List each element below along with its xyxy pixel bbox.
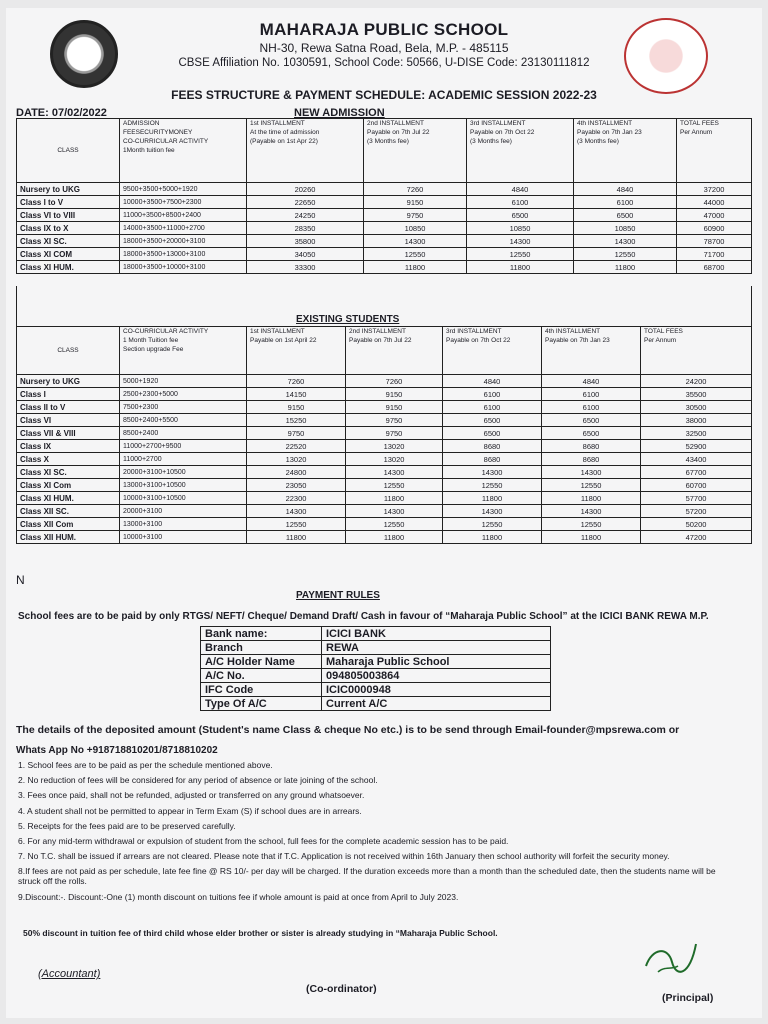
bank-field-label: Type Of A/C xyxy=(201,697,322,711)
components-cell: 13000+3100 xyxy=(120,518,247,531)
table-row xyxy=(17,209,752,222)
installment-4-cell: 6500 xyxy=(542,427,641,440)
rule-item: 7. No T.C. shall be issued if arrears are not cleared. Please note that if T.C. Application is not received within 16th January then school authority will forfeit the security money. xyxy=(18,851,670,862)
installment-2-cell: 9150 xyxy=(346,388,443,401)
third-child-discount: 50% discount in tuition fee of third child whose elder brother or sister is already studying in “Maharaja Public School. xyxy=(23,928,498,938)
installment-2-cell: 11800 xyxy=(346,492,443,505)
bank-field-value: ICICI BANK xyxy=(322,627,551,641)
installment-3-cell: 14300 xyxy=(443,466,542,479)
installment-1-cell: 33300 xyxy=(247,261,364,274)
installment-1-cell: 9750 xyxy=(247,427,346,440)
total-fees-cell: 32500 xyxy=(641,427,752,440)
installment-1-cell: 23050 xyxy=(247,479,346,492)
installment-4-cell: 6100 xyxy=(574,196,677,209)
class-cell: Class XI HUM. xyxy=(17,492,120,505)
total-fees-cell: 71700 xyxy=(677,248,752,261)
class-cell: Class XII HUM. xyxy=(17,531,120,544)
existing-students-table xyxy=(16,326,752,544)
installment-4-cell: 8680 xyxy=(542,453,641,466)
components-cell: 18000+3500+20000+3100 xyxy=(120,235,247,248)
total-fees-cell: 50200 xyxy=(641,518,752,531)
components-cell: 11000+2700+9500 xyxy=(120,440,247,453)
col-inst2: 2nd INSTALLMENT Payable on 7th Jul 22 (3 Months fee) xyxy=(364,119,467,183)
whatsapp-line: Whats App No +918718810201/8718810202 xyxy=(16,745,218,756)
components-cell: 10000+3100 xyxy=(120,531,247,544)
installment-2-cell: 13020 xyxy=(346,440,443,453)
existing-students-heading: EXISTING STUDENTS xyxy=(296,314,400,325)
class-cell: Class XI Com xyxy=(17,479,120,492)
installment-3-cell: 6100 xyxy=(443,388,542,401)
table-row xyxy=(17,222,752,235)
rule-item: 5. Receipts for the fees paid are to be preserved carefully. xyxy=(18,820,236,831)
installment-3-cell: 11800 xyxy=(443,531,542,544)
bank-details-table xyxy=(200,626,551,711)
components-cell: 20000+3100+10500 xyxy=(120,466,247,479)
installment-3-cell: 6100 xyxy=(443,401,542,414)
bank-row xyxy=(201,627,551,641)
components-cell: 2500+2300+5000 xyxy=(120,388,247,401)
table-row xyxy=(17,183,752,196)
table-row xyxy=(17,479,752,492)
accountant-signature: (Accountant) xyxy=(38,968,101,980)
total-fees-cell: 44000 xyxy=(677,196,752,209)
class-cell: Class XI SC. xyxy=(17,235,120,248)
col-inst4: 4th INSTALLMENT Payable on 7th Jan 23 xyxy=(542,327,641,375)
col-class: CLASS xyxy=(17,119,120,183)
installment-1-cell: 35800 xyxy=(247,235,364,248)
document-title: FEES STRUCTURE & PAYMENT SCHEDULE: ACADEMIC SESSION 2022-23 xyxy=(171,88,597,102)
installment-4-cell: 11800 xyxy=(542,492,641,505)
installment-4-cell: 14300 xyxy=(574,235,677,248)
installment-2-cell: 10850 xyxy=(364,222,467,235)
total-fees-cell: 67700 xyxy=(641,466,752,479)
components-cell: 18000+3500+10000+3100 xyxy=(120,261,247,274)
table-row xyxy=(17,401,752,414)
table-row xyxy=(17,440,752,453)
installment-4-cell: 10850 xyxy=(574,222,677,235)
class-cell: Class VI xyxy=(17,414,120,427)
class-cell: Class XI SC. xyxy=(17,466,120,479)
installment-3-cell: 12550 xyxy=(467,248,574,261)
col-inst3: 3rd INSTALLMENT Payable on 7th Oct 22 xyxy=(443,327,542,375)
class-cell: Class I to V xyxy=(17,196,120,209)
installment-4-cell: 11800 xyxy=(542,531,641,544)
bank-field-value: Maharaja Public School xyxy=(322,655,551,669)
installment-2-cell: 11800 xyxy=(364,261,467,274)
installment-1-cell: 9150 xyxy=(247,401,346,414)
bank-field-label: Bank name: xyxy=(201,627,322,641)
installment-4-cell: 6100 xyxy=(542,388,641,401)
rule-item: 4. A student shall not be permitted to appear in Term Exam (S) if school dues are in arrears. xyxy=(18,805,362,816)
installment-1-cell: 22650 xyxy=(247,196,364,209)
total-fees-cell: 30500 xyxy=(641,401,752,414)
installment-3-cell: 14300 xyxy=(443,505,542,518)
installment-3-cell: 6100 xyxy=(467,196,574,209)
rule-item: 1. School fees are to be paid as per the schedule mentioned above. xyxy=(18,760,273,770)
bank-field-label: IFC Code xyxy=(201,683,322,697)
total-fees-cell: 47200 xyxy=(641,531,752,544)
installment-4-cell: 4840 xyxy=(542,375,641,388)
class-cell: Class IX xyxy=(17,440,120,453)
installment-1-cell: 13020 xyxy=(247,453,346,466)
class-cell: Nursery to UKG xyxy=(17,183,120,196)
components-cell: 14000+3500+11000+2700 xyxy=(120,222,247,235)
total-fees-cell: 57200 xyxy=(641,505,752,518)
document-date: DATE: 07/02/2022 xyxy=(16,107,107,119)
col-total: TOTAL FEES Per Annum xyxy=(641,327,752,375)
col-inst3: 3rd INSTALLMENT Payable on 7th Oct 22 (3 Months fee) xyxy=(467,119,574,183)
total-fees-cell: 52900 xyxy=(641,440,752,453)
installment-2-cell: 7260 xyxy=(364,183,467,196)
installment-1-cell: 14150 xyxy=(247,388,346,401)
installment-1-cell: 12550 xyxy=(247,518,346,531)
installment-4-cell: 6100 xyxy=(542,401,641,414)
school-address: NH-30, Rewa Satna Road, Bela, M.P. - 485115 xyxy=(259,41,509,55)
installment-1-cell: 24800 xyxy=(247,466,346,479)
new-admission-heading: NEW ADMISSION xyxy=(294,107,385,119)
col-inst1: 1st INSTALLMENT Payable on 1st April 22 xyxy=(247,327,346,375)
components-cell: 8500+2400 xyxy=(120,427,247,440)
table-row xyxy=(17,375,752,388)
total-fees-cell: 57700 xyxy=(641,492,752,505)
rule-item: 9.Discount:-. Discount:-One (1) month discount on tuitions fee if whole amount is paid at once from April to July 2023. xyxy=(18,891,459,902)
installment-3-cell: 10850 xyxy=(467,222,574,235)
installment-2-cell: 9750 xyxy=(364,209,467,222)
installment-3-cell: 8680 xyxy=(443,440,542,453)
table-row xyxy=(17,518,752,531)
installment-1-cell: 22300 xyxy=(247,492,346,505)
installment-1-cell: 11800 xyxy=(247,531,346,544)
bank-row xyxy=(201,669,551,683)
total-fees-cell: 78700 xyxy=(677,235,752,248)
installment-4-cell: 4840 xyxy=(574,183,677,196)
table-row xyxy=(17,248,752,261)
class-cell: Class VI to VIII xyxy=(17,209,120,222)
installment-4-cell: 12550 xyxy=(542,479,641,492)
installment-3-cell: 8680 xyxy=(443,453,542,466)
installment-2-cell: 12550 xyxy=(346,479,443,492)
installment-3-cell: 11800 xyxy=(467,261,574,274)
components-cell: 13000+3100+10500 xyxy=(120,479,247,492)
table-row xyxy=(17,492,752,505)
installment-4-cell: 6500 xyxy=(542,414,641,427)
components-cell: 8500+2400+5500 xyxy=(120,414,247,427)
new-admission-table xyxy=(16,118,752,274)
installment-1-cell: 22520 xyxy=(247,440,346,453)
installment-3-cell: 6500 xyxy=(443,427,542,440)
installment-1-cell: 14300 xyxy=(247,505,346,518)
installment-3-cell: 14300 xyxy=(467,235,574,248)
class-cell: Class XII SC. xyxy=(17,505,120,518)
installment-1-cell: 7260 xyxy=(247,375,346,388)
installment-3-cell: 4840 xyxy=(443,375,542,388)
deposit-details-text: The details of the deposited amount (Student's name Class & cheque No etc.) is to be send through Email-founder@mpsrewa.com or xyxy=(16,724,680,736)
rule-item: 2. No reduction of fees will be considered for any period of absence or late joining of the school. xyxy=(18,775,378,786)
affiliation-line: CBSE Affiliation No. 1030591, School Code: 50566, U-DISE Code: 23130111812 xyxy=(178,57,590,69)
class-cell: Class II to V xyxy=(17,401,120,414)
coordinator-signature: (Co-ordinator) xyxy=(306,983,377,995)
col-class: CLASS xyxy=(17,327,120,375)
components-cell: 11000+3500+8500+2400 xyxy=(120,209,247,222)
total-fees-cell: 60900 xyxy=(677,222,752,235)
table-row xyxy=(17,261,752,274)
total-fees-cell: 35500 xyxy=(641,388,752,401)
installment-3-cell: 6500 xyxy=(443,414,542,427)
installment-2-cell: 14300 xyxy=(364,235,467,248)
installment-2-cell: 14300 xyxy=(346,505,443,518)
table-row xyxy=(17,388,752,401)
installment-2-cell: 12550 xyxy=(346,518,443,531)
payment-intro: School fees are to be paid by only RTGS/ NEFT/ Cheque/ Demand Draft/ Cash in favour of “Maharaja Public School” at the ICICI BANK REWA M.P. xyxy=(18,611,709,622)
col-total: TOTAL FEES Per Annum xyxy=(677,119,752,183)
class-cell: Class X xyxy=(17,453,120,466)
installment-4-cell: 12550 xyxy=(574,248,677,261)
table-row xyxy=(17,427,752,440)
total-fees-cell: 43400 xyxy=(641,453,752,466)
class-cell: Class I xyxy=(17,388,120,401)
total-fees-cell: 68700 xyxy=(677,261,752,274)
table-row xyxy=(17,235,752,248)
installment-2-cell: 9750 xyxy=(346,414,443,427)
components-cell: 5000+1920 xyxy=(120,375,247,388)
installment-2-cell: 13020 xyxy=(346,453,443,466)
bank-row xyxy=(201,655,551,669)
installment-2-cell: 9150 xyxy=(346,401,443,414)
payment-rules-heading: PAYMENT RULES xyxy=(296,590,380,601)
bank-field-value: ICIC0000948 xyxy=(322,683,551,697)
installment-2-cell: 14300 xyxy=(346,466,443,479)
installment-3-cell: 11800 xyxy=(443,492,542,505)
bank-row xyxy=(201,683,551,697)
class-cell: Class VII & VIII xyxy=(17,427,120,440)
table-row xyxy=(17,414,752,427)
principal-signature xyxy=(638,936,702,980)
class-cell: Class XI COM xyxy=(17,248,120,261)
installment-2-cell: 7260 xyxy=(346,375,443,388)
installment-1-cell: 15250 xyxy=(247,414,346,427)
components-cell: 10000+3100+10500 xyxy=(120,492,247,505)
components-cell: 20000+3100 xyxy=(120,505,247,518)
col-inst2: 2nd INSTALLMENT Payable on 7th Jul 22 xyxy=(346,327,443,375)
col-inst1: 1st INSTALLMENT At the time of admission (Payable on 1st Apr 22) xyxy=(247,119,364,183)
installment-1-cell: 28350 xyxy=(247,222,364,235)
class-cell: Class IX to X xyxy=(17,222,120,235)
class-cell: Class XI HUM. xyxy=(17,261,120,274)
components-cell: 18000+3500+13000+3100 xyxy=(120,248,247,261)
installment-3-cell: 6500 xyxy=(467,209,574,222)
col-inst4: 4th INSTALLMENT Payable on 7th Jan 23 (3 Months fee) xyxy=(574,119,677,183)
table-row xyxy=(17,466,752,479)
margin-mark: N xyxy=(16,573,25,587)
total-fees-cell: 60700 xyxy=(641,479,752,492)
bank-field-value: Current A/C xyxy=(322,697,551,711)
school-name: MAHARAJA PUBLIC SCHOOL xyxy=(259,20,509,39)
installment-2-cell: 9150 xyxy=(364,196,467,209)
installment-3-cell: 12550 xyxy=(443,518,542,531)
installment-2-cell: 11800 xyxy=(346,531,443,544)
class-cell: Nursery to UKG xyxy=(17,375,120,388)
bank-field-value: 094805003864 xyxy=(322,669,551,683)
installment-3-cell: 12550 xyxy=(443,479,542,492)
bank-field-label: A/C Holder Name xyxy=(201,655,322,669)
installment-4-cell: 14300 xyxy=(542,505,641,518)
fee-notice-sheet xyxy=(6,8,762,1018)
bank-field-label: Branch xyxy=(201,641,322,655)
installment-3-cell: 4840 xyxy=(467,183,574,196)
table-row xyxy=(17,196,752,209)
rule-item: 3. Fees once paid, shall not be refunded, adjusted or transferred on any ground whatsoever. xyxy=(18,790,365,801)
installment-4-cell: 6500 xyxy=(574,209,677,222)
total-fees-cell: 24200 xyxy=(641,375,752,388)
installment-1-cell: 24250 xyxy=(247,209,364,222)
installment-2-cell: 9750 xyxy=(346,427,443,440)
bank-field-label: A/C No. xyxy=(201,669,322,683)
rules-list xyxy=(18,760,730,907)
installment-4-cell: 14300 xyxy=(542,466,641,479)
installment-4-cell: 11800 xyxy=(574,261,677,274)
installment-1-cell: 34050 xyxy=(247,248,364,261)
principal-label: (Principal) xyxy=(662,992,714,1004)
table-row xyxy=(17,531,752,544)
bank-row xyxy=(201,697,551,711)
table-row xyxy=(17,453,752,466)
components-cell: 7500+2300 xyxy=(120,401,247,414)
components-cell: 10000+3500+7500+2300 xyxy=(120,196,247,209)
class-cell: Class XII Com xyxy=(17,518,120,531)
installment-4-cell: 12550 xyxy=(542,518,641,531)
col-components: CO-CURRICULAR ACTIVITY 1 Month Tuition fee Section upgrade Fee xyxy=(120,327,247,375)
col-admission: ADMISSION FEESECURITYMONEY CO-CURRICULAR ACTIVITY 1Month tuition fee xyxy=(120,119,247,183)
rule-item: 6. For any mid-term withdrawal or expulsion of student from the school, full fees for the complete academic session has to be paid. xyxy=(18,835,509,846)
components-cell: 9500+3500+5000+1920 xyxy=(120,183,247,196)
total-fees-cell: 47000 xyxy=(677,209,752,222)
table-row xyxy=(17,505,752,518)
total-fees-cell: 38000 xyxy=(641,414,752,427)
bank-field-value: REWA xyxy=(322,641,551,655)
rule-item: 8.If fees are not paid as per schedule, late fee fine @ RS 10/- per day will be charged. If the duration exceeds more than a month than the scheduled date, then the students name will be struck off the rolls. xyxy=(18,866,716,887)
installment-2-cell: 12550 xyxy=(364,248,467,261)
bank-row xyxy=(201,641,551,655)
installment-1-cell: 20260 xyxy=(247,183,364,196)
total-fees-cell: 37200 xyxy=(677,183,752,196)
components-cell: 11000+2700 xyxy=(120,453,247,466)
installment-4-cell: 8680 xyxy=(542,440,641,453)
